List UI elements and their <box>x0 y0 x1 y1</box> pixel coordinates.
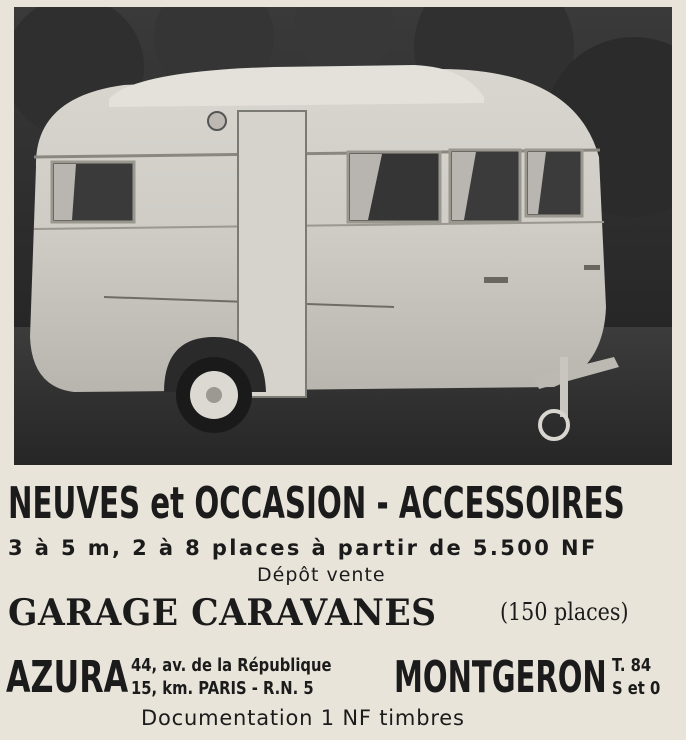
brand-name: AZURA <box>6 652 129 703</box>
caravan-photo <box>14 7 672 465</box>
telephone-line-2: S et 0 <box>612 678 661 699</box>
documentation-text: Documentation 1 NF timbres <box>141 706 465 730</box>
address-line-2: 15, km. PARIS - R.N. 5 <box>131 678 314 699</box>
headline-text: NEUVES et OCCASION - ACCESSOIRES <box>8 478 625 529</box>
dealer-line <box>0 650 686 708</box>
garage-places: (150 places) <box>500 598 629 626</box>
city-name: MONTGERON <box>394 652 607 703</box>
specs-text: 3 à 5 m, 2 à 8 places à partir de 5.500 NF <box>8 536 598 560</box>
garage-line <box>0 592 686 640</box>
caravan-illustration <box>14 7 672 465</box>
telephone-line-1: T. 84 <box>612 655 652 676</box>
address-line-1: 44, av. de la République <box>131 655 332 676</box>
specs-line <box>0 536 686 564</box>
documentation-line <box>0 706 686 736</box>
address-block <box>131 654 332 700</box>
depot-line <box>0 564 686 590</box>
depot-text: Dépôt vente <box>257 564 386 586</box>
garage-title: GARAGE CARAVANES <box>8 592 437 634</box>
headline <box>0 478 686 538</box>
telephone-block <box>612 654 660 700</box>
